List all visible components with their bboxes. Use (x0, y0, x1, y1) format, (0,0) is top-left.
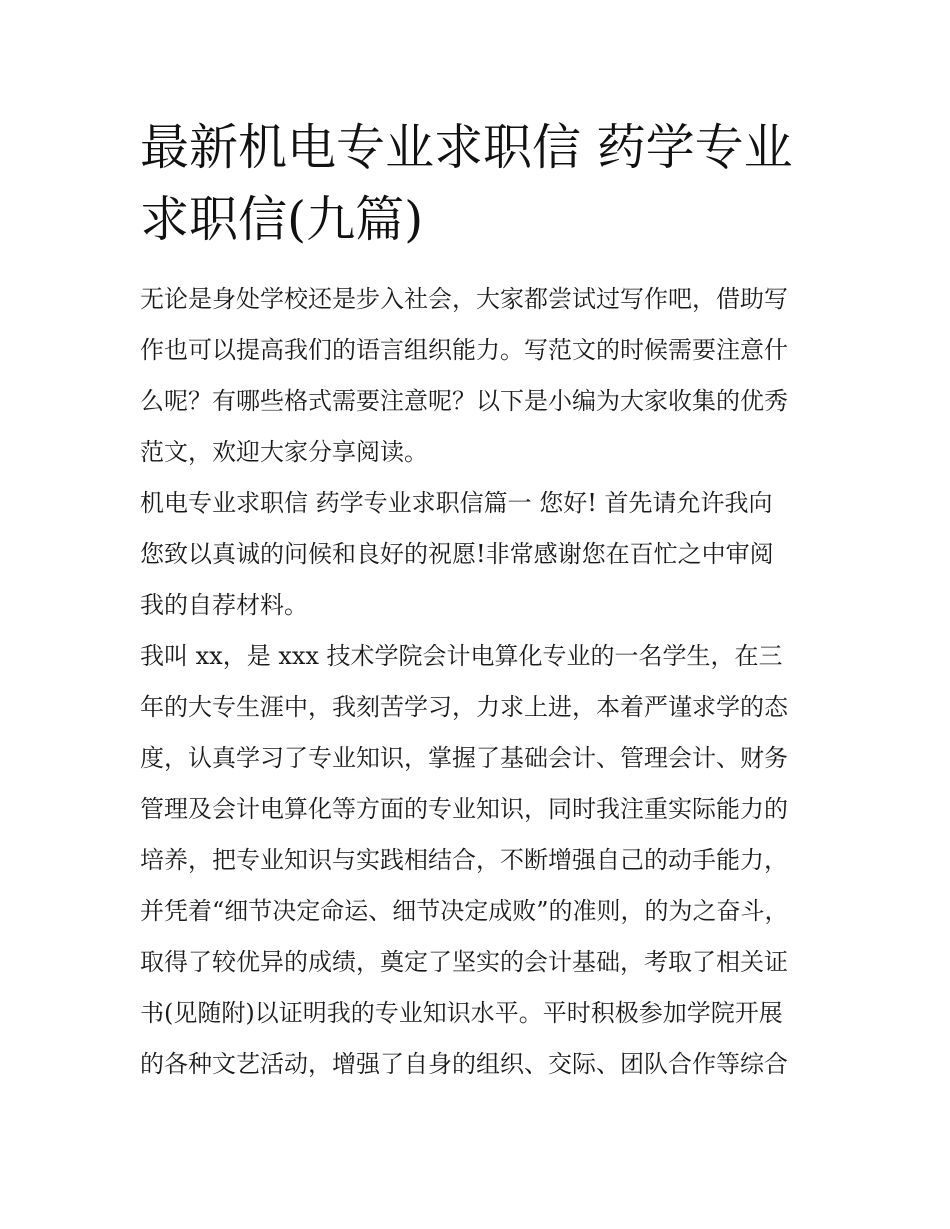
text-line: 年的大专生涯中，我刻苦学习，力求上进，本着严谨求学的态 (140, 693, 788, 721)
text-line: 您致以真诚的问候和良好的祝愿!非常感谢您在百忙之中审阅 (140, 540, 774, 568)
text-line: 度，认真学习了专业知识，掌握了基础会计、管理会计、财务 (140, 744, 788, 772)
text-line: 机电专业求职信 药学专业求职信篇一 您好! 首先请允许我向 (140, 489, 773, 517)
text-line: 无论是身处学校还是步入社会，大家都尝试过写作吧，借助写 (140, 285, 788, 313)
document-title (140, 112, 812, 256)
text-line: 我叫 xx，是 xxx 技术学院会计电算化专业的一名学生，在三 (140, 642, 783, 670)
text-line: 的各种文艺活动，增强了自身的组织、交际、团队合作等综合 (140, 1050, 788, 1078)
text-line: 我的自荐材料。 (140, 591, 308, 619)
greeting-paragraph (140, 478, 812, 631)
text-line: 书(见随附)以证明我的专业知识水平。平时积极参加学院开展 (140, 999, 783, 1027)
text-line: 取得了较优异的成绩，奠定了坚实的会计基础，考取了相关证 (140, 948, 788, 976)
text-line: 范文，欢迎大家分享阅读。 (140, 438, 428, 466)
text-line: 并凭着“细节决定命运、细节决定成败”的准则，的为之奋斗， (140, 897, 789, 925)
text-line: 作也可以提高我们的语言组织能力。写范文的时候需要注意什 (140, 336, 788, 364)
document-content (140, 112, 812, 1090)
body-paragraph (140, 631, 812, 1090)
title-line: 最新机电专业求职信 药学专业 (140, 119, 793, 176)
text-line: 么呢？有哪些格式需要注意呢？以下是小编为大家收集的优秀 (140, 387, 788, 415)
intro-paragraph (140, 274, 812, 478)
text-line: 培养，把专业知识与实践相结合，不断增强自己的动手能力， (140, 846, 788, 874)
text-line: 管理及会计电算化等方面的专业知识，同时我注重实际能力的 (140, 795, 788, 823)
title-line: 求职信(九篇) (140, 191, 424, 248)
